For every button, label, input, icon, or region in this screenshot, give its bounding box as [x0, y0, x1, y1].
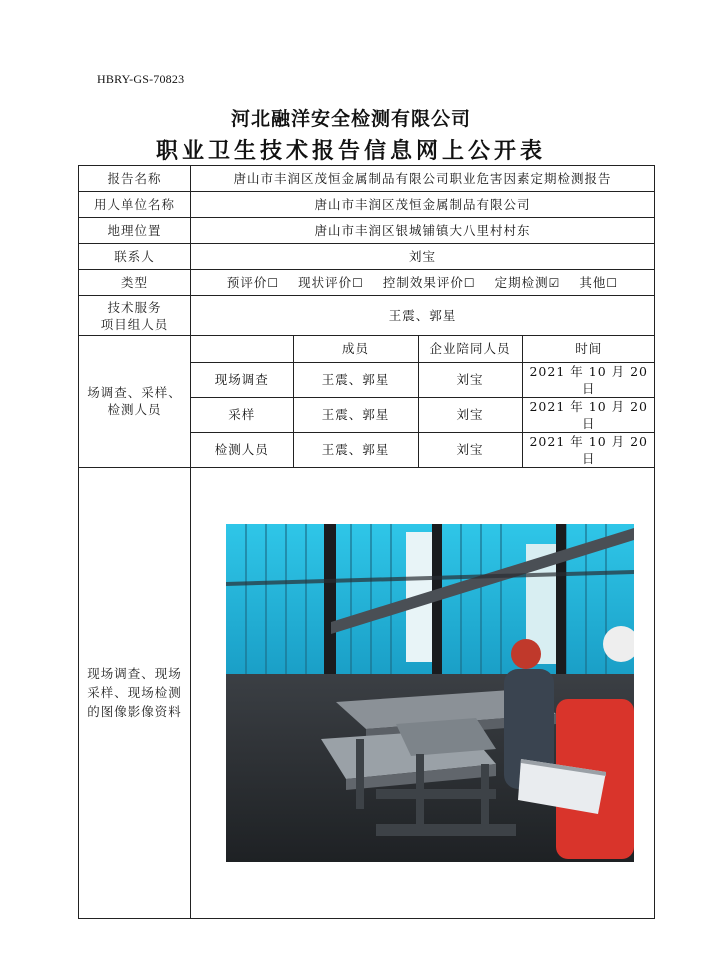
- employer-label: 用人单位名称: [79, 192, 191, 218]
- team-value: 王震、郭星: [191, 296, 655, 336]
- survey-row-testing: [191, 432, 655, 467]
- employer-value: 唐山市丰润区茂恒金属制品有限公司: [191, 192, 655, 218]
- survey-subtable-cell: [191, 336, 655, 468]
- team-label-line2: 项目组人员: [100, 316, 169, 332]
- contact-value: 刘宝: [191, 244, 655, 270]
- survey-header-row: [191, 336, 655, 362]
- images-cell: [191, 467, 655, 918]
- row-report-name: [79, 166, 655, 192]
- survey-date: 2021 年 10 月 20 日: [522, 362, 655, 397]
- site-photo: [226, 524, 634, 862]
- type-option-label: 控制效果评价: [382, 274, 464, 290]
- disclosure-table: [78, 165, 655, 919]
- document-title: 职业卫生技术报告信息网上公开表: [155, 138, 546, 164]
- document-code: HBRY-GS-70823: [97, 72, 185, 86]
- company-name: 河北融洋安全检测有限公司: [230, 108, 471, 130]
- location-label: 地理位置: [79, 218, 191, 244]
- row-images: [79, 467, 655, 918]
- survey-label: 场调查、采样、检测人员: [79, 336, 191, 468]
- type-option-label: 其他: [579, 274, 607, 290]
- row-survey: [79, 336, 655, 468]
- survey-item: 现场调查: [191, 362, 293, 397]
- checkbox-icon: ☐: [606, 275, 619, 290]
- type-option-pre-evaluation: [227, 275, 279, 290]
- survey-escort: 刘宝: [418, 432, 522, 467]
- survey-date: 2021 年 10 月 20 日: [522, 432, 655, 467]
- location-value: 唐山市丰润区银城铺镇大八里村村东: [191, 218, 655, 244]
- row-type: [79, 270, 655, 296]
- contact-label: 联系人: [79, 244, 191, 270]
- checkbox-icon: ☐: [463, 275, 476, 290]
- type-option-other: [579, 275, 618, 290]
- team-label-line1: 技术服务: [107, 299, 162, 315]
- survey-date: 2021 年 10 月 20 日: [522, 397, 655, 432]
- survey-item: 检测人员: [191, 432, 293, 467]
- type-option-label: 预评价: [226, 274, 268, 290]
- row-employer: [79, 192, 655, 218]
- type-options: [191, 270, 655, 296]
- type-option-periodic-testing: [495, 275, 561, 290]
- survey-row-sampling: [191, 397, 655, 432]
- survey-members: 王震、郭星: [293, 397, 418, 432]
- photo-container: [191, 468, 654, 918]
- type-option-status-evaluation: [298, 275, 364, 290]
- type-option-label: 定期检测: [494, 274, 549, 290]
- team-label: [79, 296, 191, 336]
- report-name-value: 唐山市丰润区茂恒金属制品有限公司职业危害因素定期检测报告: [191, 166, 655, 192]
- survey-row-onsite: [191, 362, 655, 397]
- type-option-label: 现状评价: [298, 274, 353, 290]
- checkbox-icon: ☐: [267, 275, 280, 290]
- survey-subtable: [191, 336, 655, 467]
- survey-header-members: 成员: [293, 336, 418, 362]
- survey-header-blank: [191, 336, 293, 362]
- survey-item: 采样: [191, 397, 293, 432]
- row-contact: [79, 244, 655, 270]
- survey-escort: 刘宝: [418, 362, 522, 397]
- survey-members: 王震、郭星: [293, 432, 418, 467]
- checkbox-icon: ☐: [352, 275, 364, 290]
- survey-header-escort: 企业陪同人员: [418, 336, 522, 362]
- survey-escort: 刘宝: [418, 397, 522, 432]
- survey-members: 王震、郭星: [293, 362, 418, 397]
- images-label: 现场调查、现场采样、现场检测的图像影像资料: [79, 467, 191, 918]
- checked-box-icon: ☑: [548, 275, 561, 290]
- row-team: [79, 296, 655, 336]
- report-name-label: 报告名称: [79, 166, 191, 192]
- survey-header-date: 时间: [522, 336, 655, 362]
- type-label: 类型: [79, 270, 191, 296]
- type-option-control-evaluation: [383, 275, 476, 290]
- row-location: [79, 218, 655, 244]
